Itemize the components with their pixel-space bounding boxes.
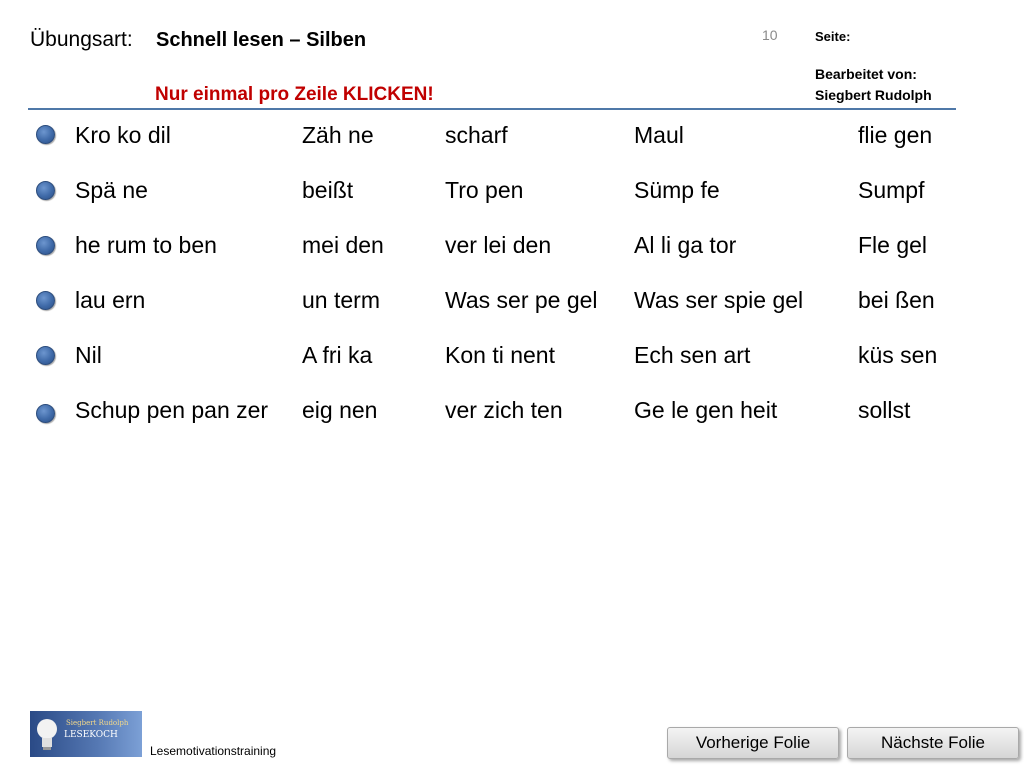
syllable-word: Was ser spie gel [634, 287, 804, 313]
syllable-word: sollst [858, 397, 911, 423]
next-slide-button[interactable]: Nächste Folie [847, 727, 1019, 759]
syllable-word: un term [302, 287, 380, 313]
syllable-word: flie gen [858, 122, 933, 148]
word-row [0, 231, 1024, 271]
row-click-bullet[interactable] [36, 346, 55, 365]
instruction-text: Nur einmal pro Zeile KLICKEN! [155, 84, 434, 105]
lightbulb-icon [36, 717, 58, 751]
page-number: 10 [762, 27, 778, 43]
footer-subtitle: Lesemotivationstraining [150, 744, 277, 758]
word-row [0, 286, 1024, 326]
syllable-word: Was ser pe gel [445, 287, 598, 313]
word-row [0, 121, 1024, 161]
row-click-bullet[interactable] [36, 181, 55, 200]
seite-label: Seite: [815, 29, 851, 44]
syllable-word: Schup pen pan zer [75, 397, 269, 423]
syllable-word: Nil [75, 342, 102, 368]
lesekoch-logo [30, 711, 142, 757]
syllable-word: Maul [634, 122, 684, 148]
syllable-word: küs sen [858, 342, 938, 368]
syllable-word: eig nen [302, 397, 378, 423]
syllable-word: Zäh ne [302, 122, 374, 148]
row-click-bullet[interactable] [36, 236, 55, 255]
row-click-bullet[interactable] [36, 125, 55, 144]
word-row [0, 176, 1024, 216]
syllable-word: A fri ka [302, 342, 373, 368]
syllable-word: Al li ga tor [634, 232, 737, 258]
syllable-word: Sumpf [858, 177, 925, 203]
syllable-word: ver zich ten [445, 397, 563, 423]
logo-brand: LESEKOCH [64, 730, 118, 740]
syllable-word: beißt [302, 177, 354, 203]
syllable-word: bei ßen [858, 287, 935, 313]
syllable-word: Sümp fe [634, 177, 720, 203]
syllable-word: Spä ne [75, 177, 148, 203]
syllable-word: mei den [302, 232, 384, 258]
previous-slide-button[interactable]: Vorherige Folie [667, 727, 839, 759]
syllable-word: Ech sen art [634, 342, 751, 368]
syllable-word: Fle gel [858, 232, 928, 258]
exercise-title: Schnell lesen – Silben [156, 29, 367, 51]
syllable-word: Kro ko dil [75, 122, 171, 148]
syllable-word: he rum to ben [75, 232, 217, 258]
word-row [0, 341, 1024, 381]
syllable-word: Tro pen [445, 177, 524, 203]
edited-by-label: Bearbeitet von: [815, 66, 917, 82]
syllable-word: ver lei den [445, 232, 552, 258]
syllable-word: Kon ti nent [445, 342, 555, 368]
row-click-bullet[interactable] [36, 291, 55, 310]
logo-author: Siegbert Rudolph [66, 719, 129, 727]
word-row [0, 396, 1024, 436]
syllable-word: lau ern [75, 287, 146, 313]
author-name: Siegbert Rudolph [815, 87, 932, 103]
syllable-word: Ge le gen heit [634, 397, 778, 423]
syllable-word: scharf [445, 122, 508, 148]
header-divider [28, 108, 956, 110]
row-click-bullet[interactable] [36, 404, 55, 423]
exercise-type-label: Übungsart: [30, 28, 133, 51]
